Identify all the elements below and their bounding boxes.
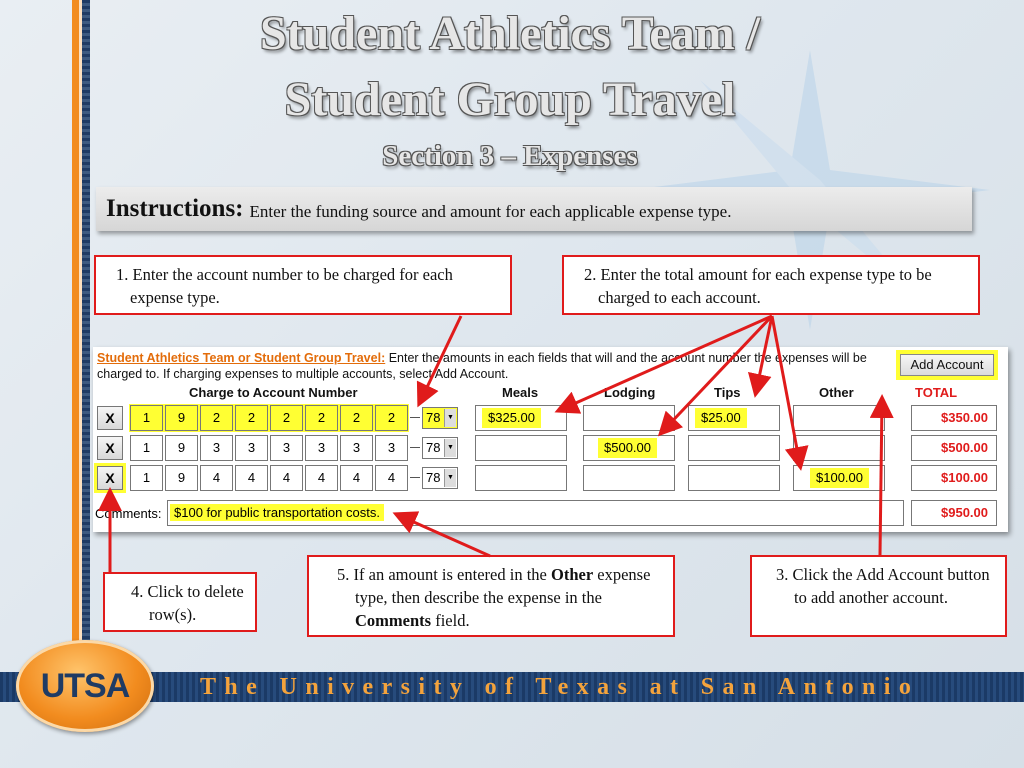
other-input[interactable] bbox=[793, 435, 885, 461]
expense-form bbox=[93, 347, 1008, 532]
callout-step-2 bbox=[562, 255, 980, 315]
delete-row-button[interactable]: X bbox=[97, 436, 123, 460]
comments-label: Comments: bbox=[95, 506, 162, 521]
lodging-input[interactable] bbox=[583, 435, 675, 461]
col-header-lodging: Lodging bbox=[604, 385, 656, 400]
instructions-bar bbox=[96, 187, 972, 231]
account-digit-input[interactable]: 3 bbox=[375, 435, 408, 461]
account-suffix-select[interactable] bbox=[422, 437, 458, 459]
lodging-value: $500.00 bbox=[598, 438, 657, 458]
left-orange-stripe bbox=[72, 0, 79, 660]
account-digit-input[interactable]: 1 bbox=[130, 435, 163, 461]
account-digit-input[interactable]: 9 bbox=[165, 465, 198, 491]
callout-step-5-part: 5. If an amount is entered in the bbox=[337, 565, 551, 584]
tips-value: $25.00 bbox=[695, 408, 747, 428]
account-suffix-value: 78 bbox=[426, 470, 441, 485]
account-digit-input[interactable]: 2 bbox=[235, 405, 268, 431]
delete-row-button[interactable]: X bbox=[97, 406, 123, 430]
col-header-total: TOTAL bbox=[915, 385, 958, 400]
account-number-fields bbox=[129, 434, 409, 462]
callout-step-3-text: 3. Click the Add Account button to add another account. bbox=[776, 565, 990, 607]
grand-total: $950.00 bbox=[911, 500, 997, 526]
footer-university-name: The University of Texas at San Antonio bbox=[200, 674, 920, 700]
add-account-highlight bbox=[896, 350, 998, 380]
row-total: $500.00 bbox=[911, 435, 997, 461]
col-header-account: Charge to Account Number bbox=[189, 385, 358, 400]
account-digit-input[interactable]: 9 bbox=[165, 405, 198, 431]
dropdown-arrow-icon[interactable]: ▼ bbox=[444, 409, 456, 427]
other-input[interactable] bbox=[793, 465, 885, 491]
account-digit-input[interactable]: 4 bbox=[270, 465, 303, 491]
account-digit-input[interactable]: 4 bbox=[200, 465, 233, 491]
col-header-meals: Meals bbox=[502, 385, 539, 400]
account-digit-input[interactable]: 2 bbox=[340, 405, 373, 431]
callout-step-5-bold-other: Other bbox=[550, 565, 594, 584]
account-suffix-select[interactable] bbox=[422, 407, 458, 429]
callout-step-5-part: expense type, then describe the expense in the bbox=[355, 565, 651, 607]
account-digit-input[interactable]: 4 bbox=[375, 465, 408, 491]
callout-step-5-part: field. bbox=[431, 611, 470, 630]
account-digit-input[interactable]: 3 bbox=[305, 435, 338, 461]
account-digit-input[interactable]: 2 bbox=[375, 405, 408, 431]
callout-step-4 bbox=[103, 572, 257, 632]
meals-input[interactable] bbox=[475, 465, 567, 491]
col-header-other: Other bbox=[819, 385, 854, 400]
account-digit-input[interactable]: 2 bbox=[305, 405, 338, 431]
col-header-tips: Tips bbox=[714, 385, 741, 400]
lodging-input[interactable] bbox=[583, 465, 675, 491]
lodging-input[interactable] bbox=[583, 405, 675, 431]
separator-dash bbox=[410, 477, 420, 478]
dropdown-arrow-icon[interactable]: ▼ bbox=[444, 439, 456, 457]
other-value: $100.00 bbox=[810, 468, 869, 488]
meals-input[interactable] bbox=[475, 435, 567, 461]
instructions-label: Instructions: bbox=[106, 195, 244, 222]
tips-input[interactable] bbox=[688, 405, 780, 431]
separator-dash bbox=[410, 447, 420, 448]
callout-step-1-text: 1. Enter the account number to be charged for each expense type. bbox=[116, 265, 453, 307]
account-digit-input[interactable]: 9 bbox=[165, 435, 198, 461]
form-heading-link[interactable]: Student Athletics Team or Student Group Travel: bbox=[97, 351, 386, 365]
section-subtitle: Section 3 – Expenses bbox=[382, 140, 638, 172]
row-total: $100.00 bbox=[911, 465, 997, 491]
callout-step-1 bbox=[94, 255, 512, 315]
table-row bbox=[93, 434, 1008, 462]
account-suffix-value: 78 bbox=[426, 410, 441, 425]
callout-step-5-bold-comments: Comments bbox=[355, 611, 432, 630]
instructions-text: Enter the funding source and amount for each applicable expense type. bbox=[249, 202, 732, 221]
account-suffix-select[interactable] bbox=[422, 467, 458, 489]
callout-step-4-text: 4. Click to delete row(s). bbox=[131, 582, 244, 624]
account-digit-input[interactable]: 3 bbox=[340, 435, 373, 461]
separator-dash bbox=[410, 417, 420, 418]
account-digit-input[interactable]: 3 bbox=[235, 435, 268, 461]
utsa-logo-text: UTSA bbox=[40, 667, 130, 705]
account-suffix-value: 78 bbox=[426, 440, 441, 455]
page-title-line2: Student Group Travel bbox=[284, 73, 736, 126]
account-digit-input[interactable]: 1 bbox=[130, 465, 163, 491]
row-total: $350.00 bbox=[911, 405, 997, 431]
form-heading-text: Enter the amounts in each fields that will and the account number the expenses will be charged to. If charging expenses to multiple accounts, select Add Account. bbox=[97, 351, 867, 381]
dropdown-arrow-icon[interactable]: ▼ bbox=[444, 469, 456, 487]
form-heading bbox=[97, 350, 897, 382]
table-row bbox=[93, 404, 1008, 432]
comments-input[interactable] bbox=[167, 500, 904, 526]
account-digit-input[interactable]: 2 bbox=[200, 405, 233, 431]
page-title-line1: Student Athletics Team / bbox=[259, 7, 761, 60]
account-number-fields bbox=[129, 404, 409, 432]
left-blue-stripe bbox=[82, 0, 90, 660]
table-row bbox=[93, 464, 1008, 492]
meals-value: $325.00 bbox=[482, 408, 541, 428]
account-number-fields bbox=[129, 464, 409, 492]
comments-value: $100 for public transportation costs. bbox=[170, 504, 384, 521]
tips-input[interactable] bbox=[688, 465, 780, 491]
delete-row-button[interactable]: X bbox=[97, 466, 123, 490]
callout-step-2-text: 2. Enter the total amount for each expense type to be charged to each account. bbox=[584, 265, 932, 307]
callout-step-3 bbox=[750, 555, 1007, 637]
tips-input[interactable] bbox=[688, 435, 780, 461]
account-digit-input[interactable]: 4 bbox=[235, 465, 268, 491]
callout-step-5 bbox=[307, 555, 675, 637]
other-input[interactable] bbox=[793, 405, 885, 431]
account-digit-input[interactable]: 4 bbox=[340, 465, 373, 491]
account-digit-input[interactable]: 4 bbox=[305, 465, 338, 491]
meals-input[interactable] bbox=[475, 405, 567, 431]
account-digit-input[interactable]: 1 bbox=[130, 405, 163, 431]
add-account-button[interactable]: Add Account bbox=[900, 354, 994, 376]
account-digit-input[interactable]: 3 bbox=[200, 435, 233, 461]
utsa-logo bbox=[16, 640, 154, 732]
account-digit-input[interactable]: 3 bbox=[270, 435, 303, 461]
account-digit-input[interactable]: 2 bbox=[270, 405, 303, 431]
callout-step-5-text bbox=[337, 563, 663, 632]
